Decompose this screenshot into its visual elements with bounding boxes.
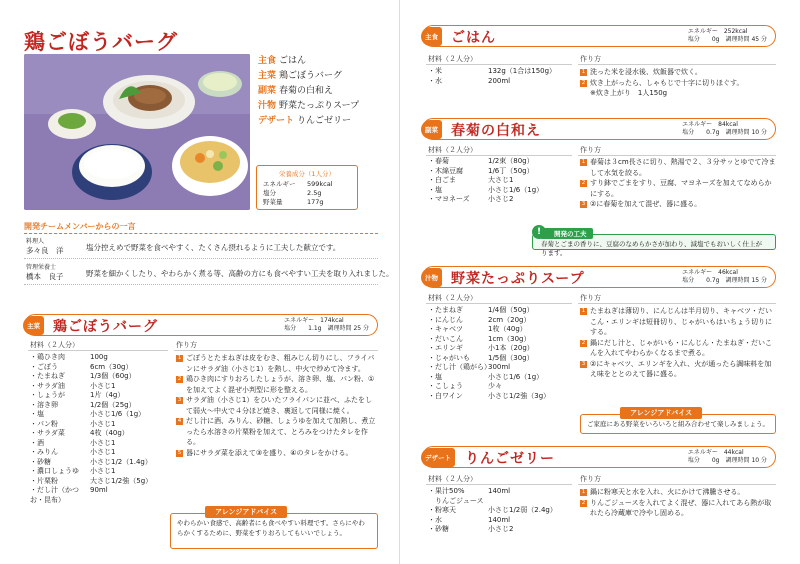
divider [426,484,572,485]
menu-item: 主菜 鶏ごぼうバーグ [258,71,343,81]
team-heading: 開発チームメンバーからの一言 [24,222,136,231]
ingredient-row: ・鶏ひき肉 100g [30,353,108,361]
divider [24,258,378,259]
step-item: 3 サラダ油（小さじ1）をひいたフライパンに並べ、ふたをして弱火〜中火で４分ほど焼き、裏返して同様に焼く。 [177,396,373,415]
step-note: ※炊き上がり 1人150g [590,89,668,97]
method-heading: 作り方 [176,341,197,349]
recipe-nutrition: エネルギー 174kcal 塩分 1.1g 調理時間 25 分 [284,317,369,332]
step-item: 4 だし汁に酒、みりん、砂糖、しょうゆを加えて加熱し、煮立ったら水溶きの片栗粉を加えて、とろみをつけたタレを作る。 [177,417,376,446]
recipe-title: りんごゼリー [465,451,555,467]
ingredient-row: ・酒 小さじ1 [30,438,116,447]
method-heading: 作り方 [580,294,601,302]
divider [24,284,378,285]
step-item: 1 鍋に粉寒天と水を入れ、火にかけて沸騰させる。 [581,488,745,496]
ingredient-row: ・砂糖 小さじ2 [428,525,514,533]
ingredient-row: ・水 200ml [428,76,511,85]
recipe-title: 春菊の白和え [451,123,541,139]
category-badge: 汁物 [421,268,442,287]
menu-item: 主食 ごはん [258,56,307,66]
category-badge: 主食 [421,27,442,46]
step-item: 1 洗った米を浸水後、炊飯器で炊く。 [581,68,702,76]
ingredient-row: ・砂糖 小さじ1/2（1.4g） [30,457,152,466]
step-item: 3 ②にキャベツ、エリンギを入れ、火が通ったら調味料を加え味をととのえて器に盛る。 [581,359,772,378]
ingredient-row: ・サラダ油 小さじ1 [30,381,116,390]
nutrition-row: 野菜量 177g [263,198,324,206]
step-item: 2 すり鉢でごまをすり、豆腐、マヨネーズを加えてなめらかにする。 [581,179,772,198]
ingredient-list [428,157,574,205]
method-heading: 作り方 [580,475,601,483]
ingredient-row: ・たまねぎ 1/3個（60g） [30,372,136,380]
ingredient-row: ・粉寒天 小さじ1/2弱（2.4g） [428,506,557,514]
step-item: 1 春菊は３cm長さに切り、熱湯で２、３分サッとゆでて冷まして水気を絞る。 [581,158,776,177]
member-dietitian: 管理栄養士 橋本 良子 [26,264,64,281]
nutrition-summary [256,165,358,210]
recipe-header-jelly [422,446,776,468]
step-item: 3 ②に春菊を加えて混ぜ、器に盛る。 [581,200,702,208]
ingredient-row: ・木綿豆腐 1/6丁（50g） [428,166,534,175]
tip-box: 春菊とごまの香りに、豆腐のなめらかさが加わり、減塩でもおいしく仕上がります。 [532,234,776,250]
meal-photo-illustration [24,54,250,210]
recipe-title: 野菜たっぷりスープ [451,271,585,287]
ingredient-row: ・キャベツ 1枚（40g） [428,325,527,333]
ingredient-row: ・じゃがいも 1/5個（30g） [428,353,534,362]
ingredient-row: ・白ごま 大さじ1 [428,176,514,184]
divider [28,350,168,351]
recipe-header-rice [422,25,776,47]
ingredient-list [428,306,574,401]
nutrition-row: エネルギー 599kcal [263,180,333,188]
ingredient-list [30,353,170,505]
ingredient-row: りんごジュース [428,496,484,505]
ingredient-row: ・濃口しょうゆ 小さじ1 [30,467,116,475]
step-item: 2 鶏ひき肉にすりおろしたしょうが、溶き卵、塩、パン粉、①を加えてよく混ぜ小判型に形を整える。 [177,375,375,394]
nutrition-title: 栄養成分（1人分） [278,170,336,178]
step-item: 1 ごぼうとたまねぎは皮をむき、粗みじん切りにし、フライパンにサラダ油（小さじ1）を熱し、中火で炒めて冷ます。 [177,354,375,373]
member-comment: 塩分控えめで野菜を食べやすく、たくさん摂れるように工夫した献立です。 [86,243,341,252]
ingredient-row: ・にんじん 2cm（20g） [428,315,531,324]
ingredient-list [428,487,574,535]
menu-item: 副菜 春菊の白和え [258,86,334,96]
page-title: 鶏ごぼうバーグ [24,30,178,54]
step-list [580,157,776,210]
step-list [176,353,376,458]
recipe-title: ごはん [451,30,496,46]
ingredient-row: ・片栗粉 大さじ1/2強（5g） [30,476,153,485]
ingredient-row: ・こしょう 少々 [428,382,502,390]
ingredient-row: ・溶き卵 1/2個（25g） [30,400,136,409]
divider [578,155,776,156]
step-list [580,487,776,519]
method-heading: 作り方 [580,146,601,154]
divider [578,484,776,485]
arrange-advice: やわらかい食感で、高齢者にも食べやすい料理です。さらにやわらかくするために、野菜をすりおろしてもいいでしょう。 [170,513,378,549]
ingredients-heading: 材料（２人分） [428,146,477,154]
step-item: 2 りんごジュースを入れてよく混ぜ、器に入れてあら熱が取れたら冷蔵庫で冷やし固める。 [581,498,772,517]
ingredient-row: ・塩 小さじ1/6（1g） [428,185,544,194]
member-comment: 野菜を細かくしたり、やわらかく煮る等、高齢の方にも食べやすい工夫を取り入れました。 [86,269,394,278]
nutrition-row: 塩分 2.5g [263,189,322,197]
ingredient-row: ・だいこん 1cm（30g） [428,334,531,343]
divider [426,64,572,65]
divider [578,64,776,65]
ingredient-row: ・ごぼう 6cm（30g） [30,362,133,371]
lightbulb-icon: ! [532,225,546,239]
ingredients-heading: 材料（２人分） [428,55,477,63]
ingredient-row: ・塩 小さじ1/6（1g） [428,372,544,381]
ingredient-row: ・水 140ml [428,515,511,524]
ingredient-row: ・米 132g（1合は150g） [428,67,557,75]
ingredients-heading: 材料（２人分） [30,341,79,349]
step-item: 1 たまねぎは薄切り、にんじんは半月切り、キャベツ・だいこん・エリンギは短冊切り、じゃがいもはいちょう切りにする。 [581,307,772,336]
category-badge: 副菜 [421,120,442,139]
menu-list [258,54,359,129]
ingredient-row: ・パン粉 小さじ1 [30,419,116,428]
recipe-header-hamburg [24,314,378,336]
recipe-nutrition: エネルギー 84kcal 塩分 0.7g 調理時間 10 分 [682,121,767,136]
recipe-header-soup [422,266,776,288]
recipe-nutrition: エネルギー 252kcal 塩分 0g 調理時間 45 分 [687,28,767,43]
step-item: 2 鍋にだし汁と、じゃがいも・にんじん・たまねぎ・だいこんを入れてやわらかくなるまで煮る。 [581,338,772,357]
step-item: 2 炊き上がったら、しゃもじで十字に切りほぐす。 [581,78,744,87]
recipe-header-shungiku [422,118,776,140]
arrange-label: アレンジアドバイス [620,407,702,419]
ingredient-row: ・みりん 小さじ1 [30,448,116,456]
ingredient-row: ・春菊 1/2束（80g） [428,157,534,165]
ingredients-heading: 材料（２人分） [428,475,477,483]
divider [426,155,572,156]
step-list [580,67,776,99]
arrange-label: アレンジアドバイス [205,506,287,518]
ingredient-row: ・塩 小さじ1/6（1g） [30,410,146,418]
divider [426,303,572,304]
ingredients-heading: 材料（２人分） [428,294,477,302]
ingredient-list [428,67,574,86]
divider [578,303,776,304]
ingredient-row: ・果汁50% 140ml [428,487,511,495]
menu-item: デザート りんごゼリー [258,116,352,126]
step-item: 5 器にサラダ菜を添えて③を盛り、④のタレをかける。 [177,448,353,457]
ingredient-row: ・エリンギ 小1本（20g） [428,344,534,352]
member-chef: 料理人 多々良 洋 [26,238,64,255]
divider [24,233,378,234]
ingredient-row: ・たまねぎ 1/4個（50g） [428,306,534,314]
recipe-nutrition: エネルギー 44kcal 塩分 0g 調理時間 10 分 [687,449,767,464]
recipe-title: 鶏ごぼうバーグ [53,319,158,335]
ingredient-row: ・だし汁（かつお・昆布） 90ml [30,486,108,504]
recipe-nutrition: エネルギー 46kcal 塩分 0.7g 調理時間 15 分 [682,269,767,284]
category-badge: 主菜 [23,316,44,335]
arrange-advice: ご家庭にある野菜をいろいろと組み合わせて楽しみましょう。 [580,414,776,434]
ingredient-row: ・だし汁（鶏がら） 300ml [428,363,511,371]
meal-photo [24,54,250,210]
ingredient-row: ・白ワイン 小さじ1/2強（3g） [428,391,551,400]
menu-item: 汁物 野菜たっぷりスープ [258,101,360,111]
ingredient-row: ・しょうが 1片（4g） [30,391,125,399]
category-badge: デザート [421,448,455,467]
tip-label: 開発の工夫 [540,228,593,239]
method-heading: 作り方 [580,55,601,63]
divider [174,350,378,351]
step-list [580,306,776,380]
ingredient-row: ・サラダ菜 4枚（40g） [30,429,129,437]
page-gutter [399,0,400,564]
ingredient-row: ・マヨネーズ 小さじ2 [428,195,514,203]
